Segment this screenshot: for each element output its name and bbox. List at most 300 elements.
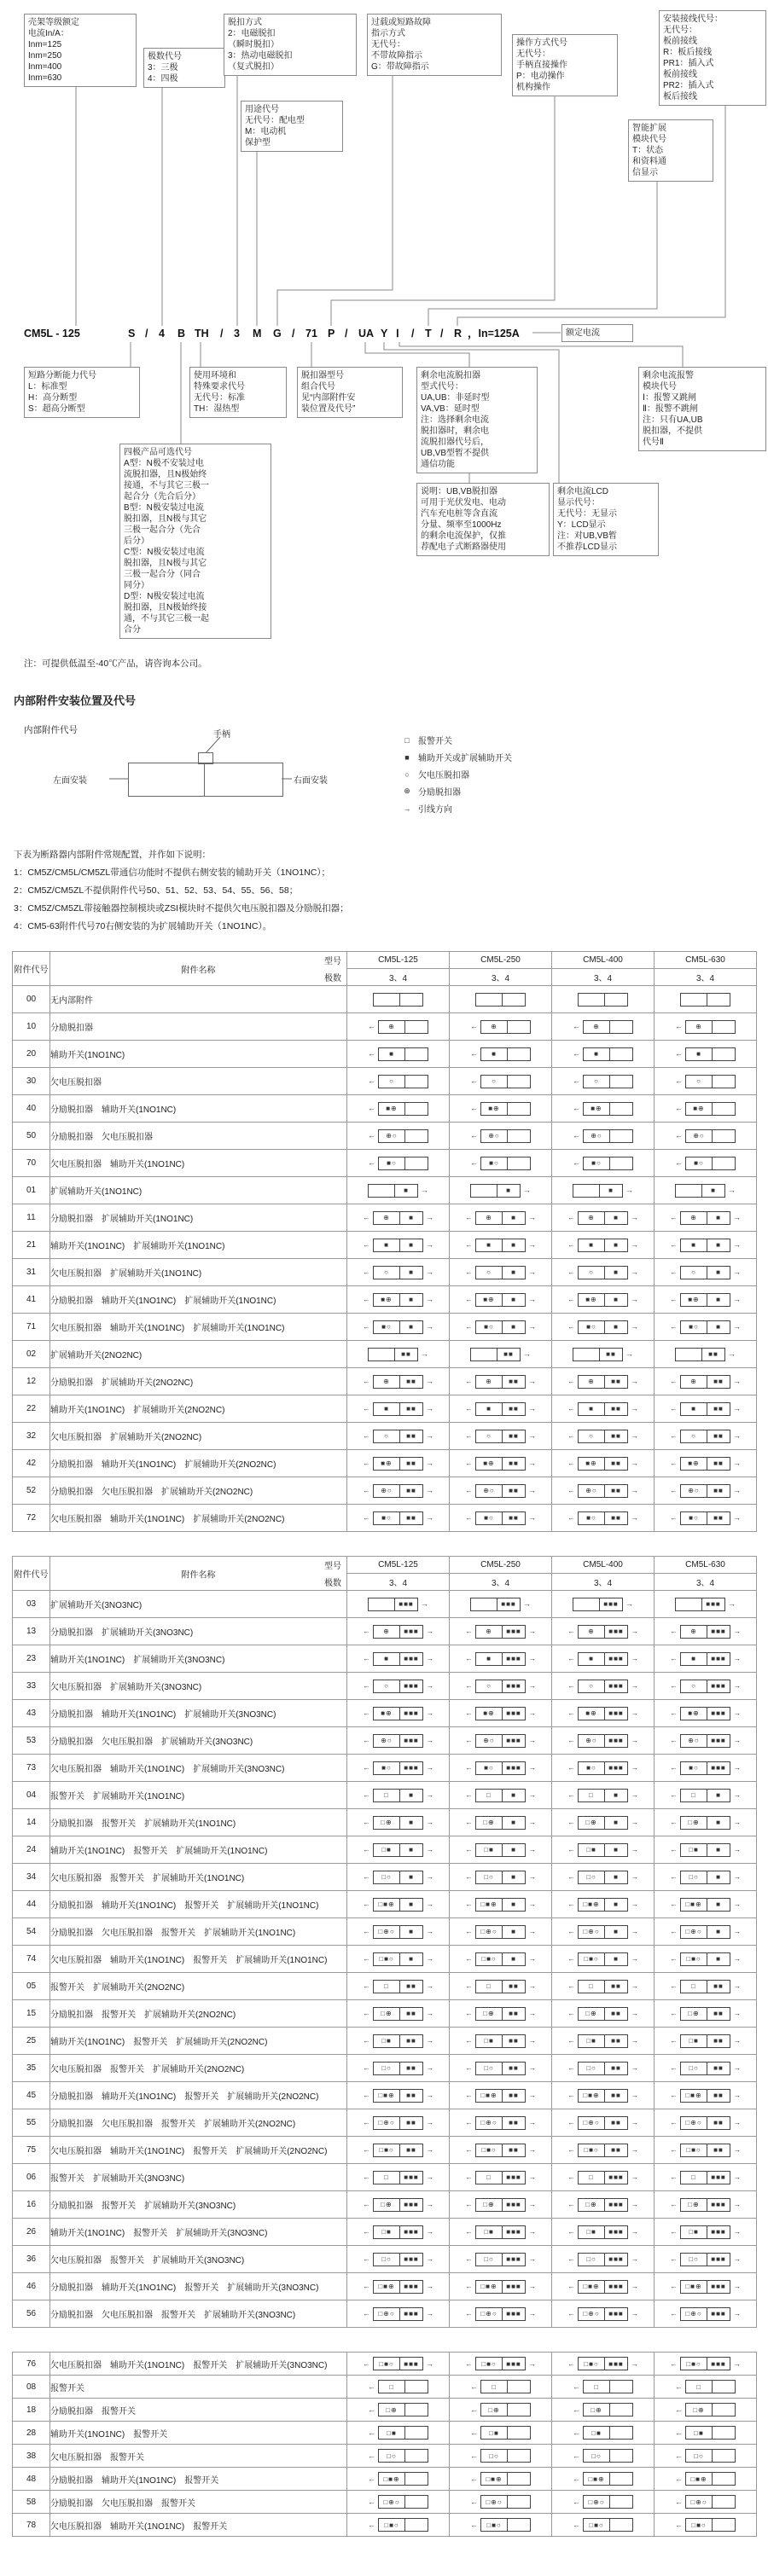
annotation-line: 脱扣器，且N极始终接 bbox=[124, 603, 207, 612]
right-compartment: ■■ bbox=[604, 1458, 627, 1470]
accessory-position-diagram bbox=[363, 2144, 433, 2157]
breaker-outline bbox=[475, 1402, 526, 1416]
lead-left-arrow-icon: ← bbox=[567, 1404, 575, 1413]
breaker-outline bbox=[578, 2089, 628, 2103]
accessory-position-diagram bbox=[675, 1075, 736, 1088]
model-config-cell bbox=[655, 2028, 757, 2055]
model-config-cell bbox=[655, 1450, 757, 1477]
accessory-position-diagram bbox=[573, 1129, 633, 1143]
right-compartment bbox=[507, 1021, 530, 1033]
accessory-row-54 bbox=[13, 1918, 757, 1946]
right-compartment bbox=[712, 2473, 735, 2485]
lead-left-arrow-icon: ← bbox=[567, 1927, 575, 1935]
breaker-outline bbox=[378, 1129, 428, 1143]
accessory-position-diagram bbox=[465, 1239, 536, 1252]
lead-left-arrow-icon: ← bbox=[368, 2497, 375, 2506]
breaker-outline bbox=[680, 2116, 730, 2130]
lead-left-arrow-icon: ← bbox=[670, 1954, 678, 1963]
breaker-outline bbox=[680, 1511, 730, 1525]
annotation-line: UA,UB：非延时型 bbox=[421, 393, 490, 403]
lead-left-arrow-icon: ← bbox=[670, 2009, 678, 2017]
right-compartment: ■■ bbox=[604, 1485, 627, 1497]
polyline-element bbox=[365, 342, 469, 367]
left-compartment: ○ bbox=[389, 1077, 394, 1085]
accessory-name: 分励脱扣器 辅助开关(1NO1NC) 扩展辅助开关(2NO2NC) bbox=[50, 1450, 347, 1477]
left-compartment: ■ bbox=[486, 1241, 492, 1249]
breaker-outline bbox=[475, 2307, 526, 2321]
right-compartment: ■■ bbox=[707, 1430, 730, 1442]
column-header-poles: 3、4 bbox=[450, 1574, 552, 1591]
left-compartment: ■⊕ bbox=[488, 1105, 500, 1112]
lead-left-arrow-icon: ← bbox=[567, 1954, 575, 1963]
model-config-cell bbox=[552, 1013, 655, 1041]
breaker-outline bbox=[578, 1511, 628, 1525]
left-compartment: ○ bbox=[384, 1682, 389, 1690]
left-compartment: □■○ bbox=[379, 1955, 394, 1963]
left-compartment: □■⊕ bbox=[685, 1900, 702, 1908]
right-compartment: ■■ bbox=[399, 1403, 422, 1415]
accessory-code: 41 bbox=[13, 1286, 50, 1314]
right-compartment: ■ bbox=[707, 1790, 730, 1801]
accessory-row-48 bbox=[13, 2468, 757, 2491]
right-compartment: ■■ bbox=[399, 2090, 422, 2102]
accessory-position-diagram bbox=[465, 2225, 536, 2239]
right-compartment: ■■■ bbox=[399, 1626, 422, 1638]
right-compartment: ■ bbox=[399, 1294, 422, 1306]
accessory-position-diagram bbox=[675, 2403, 736, 2416]
accessory-position-diagram bbox=[470, 1129, 531, 1143]
right-compartment: ■■■ bbox=[707, 2358, 730, 2370]
accessory-position-diagram bbox=[675, 1047, 736, 1061]
right-compartment: ■■■ bbox=[604, 2226, 627, 2238]
accessory-code: 78 bbox=[13, 2514, 50, 2537]
right-compartment: ■■ bbox=[399, 1376, 422, 1388]
breaker-outline bbox=[475, 2007, 526, 2021]
right-compartment: ■■■ bbox=[502, 1680, 525, 1692]
model-config-cell bbox=[552, 1836, 655, 1864]
annotation-line: TH：湿热型 bbox=[194, 404, 240, 414]
notes-list bbox=[14, 864, 768, 936]
lead-right-arrow-icon: → bbox=[733, 1790, 741, 1799]
model-designation-diagram bbox=[0, 0, 768, 648]
accessory-code: 30 bbox=[13, 1068, 50, 1095]
accessory-name: 报警开关 扩展辅助开关(3NO3NC) bbox=[50, 2164, 347, 2191]
lead-left-arrow-icon: ← bbox=[465, 2358, 473, 2368]
column-header-model: CM5L-125 bbox=[347, 952, 450, 969]
accessory-code: 14 bbox=[13, 1809, 50, 1836]
right-compartment bbox=[507, 1103, 530, 1115]
accessory-code: 16 bbox=[13, 2191, 50, 2219]
right-compartment: ■■ bbox=[399, 2117, 422, 2129]
accessory-position-diagram bbox=[363, 2089, 433, 2103]
breaker-outline bbox=[378, 2449, 428, 2463]
lead-left-arrow-icon: ← bbox=[675, 2405, 683, 2414]
breaker-outline bbox=[680, 1843, 730, 1857]
right-compartment: ■■ bbox=[399, 2063, 422, 2074]
accessory-code: 73 bbox=[13, 1755, 50, 1782]
accessory-name: 辅助开关(1NO1NC) 报警开关 扩展辅助开关(3NO3NC) bbox=[50, 2219, 347, 2246]
model-config-cell bbox=[347, 1864, 450, 1891]
accessory-position-diagram bbox=[670, 1761, 741, 1775]
accessory-code: 75 bbox=[13, 2137, 50, 2164]
accessory-position-diagram bbox=[363, 1789, 433, 1802]
right-compartment bbox=[404, 1076, 428, 1088]
lead-left-arrow-icon: ← bbox=[363, 1431, 370, 1440]
breaker-outline bbox=[475, 2253, 526, 2266]
accessory-position-diagram bbox=[567, 1320, 638, 1334]
right-compartment: ■■■ bbox=[399, 2254, 422, 2266]
lead-left-arrow-icon: ← bbox=[465, 1377, 473, 1385]
lead-right-arrow-icon: → bbox=[528, 1900, 536, 1908]
lead-left-arrow-icon: ← bbox=[368, 1076, 375, 1085]
lead-left-arrow-icon: ← bbox=[567, 2091, 575, 2099]
lead-left-arrow-icon: ← bbox=[670, 2091, 678, 2099]
accessory-position-diagram bbox=[675, 2380, 736, 2393]
accessory-position-diagram bbox=[465, 2280, 536, 2294]
model-config-cell bbox=[347, 1946, 450, 1973]
lead-right-arrow-icon: → bbox=[631, 2118, 638, 2126]
accessory-position-diagram bbox=[465, 1320, 536, 1334]
accessory-row-32 bbox=[13, 1423, 757, 1450]
accessory-code: 76 bbox=[13, 2353, 50, 2376]
annotation-line: 板前接线 bbox=[663, 37, 697, 46]
accessory-code: 25 bbox=[13, 2028, 50, 2055]
left-compartment: □■⊕ bbox=[480, 1900, 497, 1908]
left-compartment: ■○ bbox=[694, 1159, 704, 1167]
accessory-position-diagram bbox=[573, 2426, 633, 2440]
right-compartment: ■■ bbox=[502, 1485, 525, 1497]
lead-left-arrow-icon: ← bbox=[470, 2382, 478, 2391]
breaker-outline bbox=[475, 1761, 526, 1775]
accessory-position-diagram bbox=[368, 2380, 428, 2393]
breaker-outline bbox=[680, 1430, 730, 1443]
poles-label: 极数 bbox=[324, 974, 341, 983]
accessory-name: 分励脱扣器 辅助开关(1NO1NC) 报警开关 扩展辅助开关(2NO2NC) bbox=[50, 2082, 347, 2109]
left-compartment: □⊕○ bbox=[383, 2498, 400, 2506]
right-compartment: ■■■ bbox=[399, 1680, 422, 1692]
right-compartment: ■ bbox=[502, 1321, 525, 1333]
lead-right-arrow-icon: → bbox=[528, 1709, 536, 1717]
annotation-line: 不带故障指示 bbox=[371, 51, 422, 61]
lead-right-arrow-icon: → bbox=[625, 1599, 633, 1608]
lead-right-arrow-icon: → bbox=[631, 2173, 638, 2181]
right-compartment bbox=[609, 1076, 632, 1088]
model-config-cell bbox=[347, 2273, 450, 2300]
accessory-name: 欠电压脱扣器 辅助开关(1NO1NC) 报警开关 扩展辅助开关(2NO2NC) bbox=[50, 2137, 347, 2164]
lead-left-arrow-icon: ← bbox=[363, 1513, 370, 1522]
accessory-row-55 bbox=[13, 2109, 757, 2137]
legend-item bbox=[401, 785, 512, 798]
accessory-code: 42 bbox=[13, 1450, 50, 1477]
lead-left-arrow-icon: ← bbox=[363, 2254, 370, 2263]
right-compartment bbox=[507, 1048, 530, 1060]
model-config-cell bbox=[655, 1618, 757, 1645]
lead-left-arrow-icon: ← bbox=[465, 1322, 473, 1331]
accessory-row-36 bbox=[13, 2246, 757, 2273]
lead-left-arrow-icon: ← bbox=[465, 1709, 473, 1717]
right-compartment: ■ bbox=[394, 1185, 417, 1197]
accessory-position-diagram bbox=[470, 1184, 531, 1198]
breaker-outline bbox=[680, 1625, 730, 1639]
breaker-outline bbox=[378, 1075, 428, 1088]
left-compartment: □⊕ bbox=[381, 2201, 393, 2208]
accessory-name: 分励脱扣器 报警开关 扩展辅助开关(2NO2NC) bbox=[50, 2000, 347, 2028]
accessory-row-15 bbox=[13, 2000, 757, 2028]
lead-left-arrow-icon: ← bbox=[567, 2200, 575, 2208]
accessory-code: 03 bbox=[13, 1591, 50, 1618]
right-compartment: ■■■ bbox=[701, 1598, 724, 1610]
annotation-line: 特殊要求代号 bbox=[194, 382, 245, 392]
lead-right-arrow-icon: → bbox=[733, 2063, 741, 2072]
left-compartment: ⊕○ bbox=[591, 1132, 602, 1140]
breaker-outline bbox=[583, 1075, 633, 1088]
model-config-cell bbox=[655, 1645, 757, 1673]
right-compartment: ■■■ bbox=[707, 1735, 730, 1747]
lead-right-arrow-icon: → bbox=[528, 1681, 536, 1690]
model-config-cell bbox=[347, 1618, 450, 1645]
model-config-cell bbox=[450, 2376, 552, 2399]
model-config-cell bbox=[655, 1973, 757, 2000]
accessory-code: 58 bbox=[13, 2491, 50, 2514]
accessory-row-04 bbox=[13, 1782, 757, 1809]
right-compartment bbox=[507, 2450, 530, 2462]
lead-right-arrow-icon: → bbox=[528, 1954, 536, 1963]
lead-left-arrow-icon: ← bbox=[363, 1322, 370, 1331]
breaker-outline bbox=[475, 1457, 526, 1471]
breaker-outline bbox=[378, 2495, 428, 2509]
model-config-cell bbox=[347, 1341, 450, 1368]
accessory-row-08 bbox=[13, 2376, 757, 2399]
lead-right-arrow-icon: → bbox=[426, 1377, 433, 1385]
model-config-cell bbox=[655, 1314, 757, 1341]
breaker-outline bbox=[373, 1484, 423, 1498]
accessory-code: 24 bbox=[13, 1836, 50, 1864]
right-compartment: ■■ bbox=[502, 1512, 525, 1524]
lead-left-arrow-icon: ← bbox=[465, 1954, 473, 1963]
lead-left-arrow-icon: ← bbox=[670, 1459, 678, 1467]
lead-left-arrow-icon: ← bbox=[465, 2118, 473, 2126]
annotation-line: 指示方式 bbox=[371, 29, 405, 38]
lead-left-arrow-icon: ← bbox=[368, 2474, 375, 2483]
accessory-position-diagram bbox=[470, 1598, 531, 1611]
lead-right-arrow-icon: → bbox=[733, 2309, 741, 2318]
accessory-position-diagram bbox=[675, 2426, 736, 2440]
lead-left-arrow-icon: ← bbox=[363, 1872, 370, 1881]
lead-left-arrow-icon: ← bbox=[363, 2282, 370, 2290]
right-compartment: ■ bbox=[707, 1239, 730, 1251]
breaker-outline bbox=[475, 2357, 526, 2370]
left-compartment: ⊕ bbox=[588, 1214, 595, 1221]
breaker-outline bbox=[480, 1020, 531, 1034]
model-config-cell bbox=[347, 1041, 450, 1068]
breaker-outline bbox=[373, 1843, 423, 1857]
model-config-cell bbox=[552, 1450, 655, 1477]
model-config-cell bbox=[347, 2445, 450, 2468]
left-compartment: ⊕○ bbox=[585, 1487, 597, 1494]
accessory-code: 12 bbox=[13, 1368, 50, 1395]
lead-left-arrow-icon: ← bbox=[363, 1377, 370, 1385]
accessory-position-diagram bbox=[470, 2426, 531, 2440]
accessory-position-diagram bbox=[363, 1952, 433, 1966]
left-compartment: ⊕ bbox=[486, 1214, 492, 1221]
accessory-position-diagram bbox=[670, 1898, 741, 1912]
column-header-accessory-code: 附件代号 bbox=[13, 1557, 50, 1591]
annotation-four-pole-options bbox=[119, 444, 271, 639]
annotation-line: 操作方式代号 bbox=[516, 38, 567, 48]
model-config-cell bbox=[552, 2445, 655, 2468]
right-compartment bbox=[507, 2427, 530, 2439]
lead-right-arrow-icon: → bbox=[523, 1349, 531, 1358]
lead-right-arrow-icon: → bbox=[631, 2009, 638, 2017]
left-compartment: □⊕ bbox=[381, 2010, 393, 2017]
annotation-line: 剩余电流报警 bbox=[643, 371, 694, 380]
left-compartment: ■○ bbox=[484, 1514, 494, 1522]
left-compartment: ⊕ bbox=[383, 1378, 390, 1385]
lead-right-arrow-icon: → bbox=[426, 2200, 433, 2208]
accessory-position-diagram bbox=[368, 1129, 428, 1143]
right-compartment: ■■ bbox=[707, 2144, 730, 2156]
accessory-config-table bbox=[12, 951, 757, 1532]
model-config-cell bbox=[655, 1368, 757, 1395]
lead-left-arrow-icon: ← bbox=[465, 1763, 473, 1772]
right-compartment: ■ bbox=[604, 1899, 627, 1911]
breaker-outline bbox=[373, 1680, 423, 1693]
model-config-cell bbox=[450, 1259, 552, 1286]
model-config-cell bbox=[655, 1891, 757, 1918]
accessory-name: 分励脱扣器 欠电压脱扣器 bbox=[50, 1123, 347, 1150]
lead-right-arrow-icon: → bbox=[528, 1486, 536, 1494]
lead-right-arrow-icon: → bbox=[733, 1818, 741, 1826]
lead-left-arrow-icon: ← bbox=[465, 1790, 473, 1799]
accessory-code: 04 bbox=[13, 1782, 50, 1809]
accessory-position-diagram bbox=[465, 2062, 536, 2075]
right-mount-label: 右面安装 bbox=[294, 776, 328, 786]
accessory-row-74 bbox=[13, 1946, 757, 1973]
accessory-row-71 bbox=[13, 1314, 757, 1341]
accessory-position-diagram bbox=[465, 1707, 536, 1720]
accessory-position-diagram bbox=[465, 1402, 536, 1416]
accessory-position-diagram bbox=[573, 1598, 633, 1611]
model-config-cell bbox=[450, 1755, 552, 1782]
lead-right-arrow-icon: → bbox=[528, 2063, 536, 2072]
model-config-cell bbox=[552, 1286, 655, 1314]
left-compartment: □■⊕ bbox=[480, 2283, 497, 2290]
left-compartment bbox=[573, 1598, 599, 1610]
lead-left-arrow-icon: ← bbox=[363, 1627, 370, 1635]
lead-right-arrow-icon: → bbox=[631, 1872, 638, 1881]
right-compartment: ■ bbox=[604, 1267, 627, 1279]
annotation-line: 无代号： bbox=[371, 40, 405, 49]
left-compartment: □■○ bbox=[481, 2146, 497, 2154]
legend-label: 报警开关 bbox=[418, 737, 452, 746]
breaker-outline bbox=[373, 2225, 423, 2239]
accessory-name: 分励脱扣器 辅助开关(1NO1NC) 报警开关 bbox=[50, 2468, 347, 2491]
thead-element bbox=[13, 952, 757, 986]
lead-right-arrow-icon: → bbox=[528, 1981, 536, 1990]
breaker-outline bbox=[680, 2198, 730, 2212]
right-compartment: ■■■ bbox=[399, 2358, 422, 2370]
model-config-cell bbox=[450, 2191, 552, 2219]
left-compartment: ⊕ bbox=[588, 1627, 595, 1635]
breaker-outline bbox=[378, 2426, 428, 2440]
lead-left-arrow-icon: ← bbox=[670, 1845, 678, 1854]
annotation-line: 注：选择剩余电流 bbox=[421, 415, 489, 425]
breaker-outline bbox=[373, 1511, 423, 1525]
lead-right-arrow-icon: → bbox=[733, 1900, 741, 1908]
accessory-position-diagram bbox=[465, 1816, 536, 1830]
lead-right-arrow-icon: → bbox=[733, 1213, 741, 1221]
accessory-row-03 bbox=[13, 1591, 757, 1618]
left-compartment bbox=[676, 1598, 701, 1610]
breaker-outline bbox=[373, 1625, 423, 1639]
right-compartment bbox=[712, 1157, 735, 1169]
accessory-row-35 bbox=[13, 2055, 757, 2082]
accessory-position-diagram bbox=[465, 1952, 536, 1966]
right-compartment: ■■ bbox=[604, 2008, 627, 2020]
model-config-cell bbox=[655, 1782, 757, 1809]
lead-right-arrow-icon: → bbox=[631, 1654, 638, 1662]
breaker-outline bbox=[578, 2253, 628, 2266]
left-compartment bbox=[471, 1185, 497, 1197]
breaker-outline bbox=[583, 1047, 633, 1061]
poles-label: 极数 bbox=[324, 1579, 341, 1588]
right-compartment: ■ bbox=[604, 1212, 627, 1224]
accessory-position-diagram bbox=[470, 1157, 531, 1170]
accessory-name-label: 附件名称 bbox=[181, 966, 216, 975]
left-compartment: ■⊕ bbox=[688, 1459, 700, 1467]
accessory-position-diagram bbox=[363, 1980, 433, 1993]
model-config-cell bbox=[552, 1177, 655, 1204]
accessory-code: 74 bbox=[13, 1946, 50, 1973]
model-config-cell bbox=[655, 2353, 757, 2376]
lead-right-arrow-icon: → bbox=[426, 1654, 433, 1662]
model-code-segment: ，In=125A bbox=[468, 328, 520, 339]
model-config-cell bbox=[552, 2191, 655, 2219]
right-compartment bbox=[507, 2519, 530, 2531]
right-compartment bbox=[707, 994, 730, 1006]
breaker-outline bbox=[583, 2403, 633, 2416]
annotation-line: 三极一起合分（同合 bbox=[124, 570, 201, 579]
accessory-position-diagram bbox=[465, 1293, 536, 1307]
model-config-cell bbox=[655, 1395, 757, 1423]
left-compartment: ○ bbox=[691, 1268, 696, 1276]
lead-right-arrow-icon: → bbox=[528, 1845, 536, 1854]
lead-left-arrow-icon: ← bbox=[465, 1268, 473, 1276]
left-compartment: □ bbox=[589, 1982, 594, 1990]
model-code-segment: G bbox=[273, 328, 282, 339]
lead-left-arrow-icon: ← bbox=[363, 2227, 370, 2236]
accessory-position-diagram bbox=[363, 1898, 433, 1912]
accessory-position-diagram bbox=[670, 2357, 741, 2370]
model-config-cell bbox=[347, 1809, 450, 1836]
right-compartment: ■■■ bbox=[604, 2281, 627, 2293]
annotation-line: M：电动机 bbox=[245, 127, 287, 136]
lead-right-arrow-icon: → bbox=[733, 2358, 741, 2368]
model-config-cell bbox=[552, 2246, 655, 2273]
left-compartment: □■⊕ bbox=[383, 2474, 400, 2483]
lead-left-arrow-icon: ← bbox=[670, 1654, 678, 1662]
breaker-outline bbox=[373, 2062, 423, 2075]
breaker-outline bbox=[475, 1871, 526, 1884]
model-config-cell bbox=[450, 1700, 552, 1727]
accessory-code: 54 bbox=[13, 1918, 50, 1946]
annotation-line: UB,VB型暂不提供 bbox=[421, 449, 490, 458]
model-config-cell bbox=[450, 1013, 552, 1041]
lead-right-arrow-icon: → bbox=[631, 1736, 638, 1744]
annotation-line: PR2：插入式 bbox=[663, 81, 714, 90]
annotation-line: 保护型 bbox=[245, 138, 271, 148]
left-compartment: □■⊕ bbox=[480, 2092, 497, 2099]
